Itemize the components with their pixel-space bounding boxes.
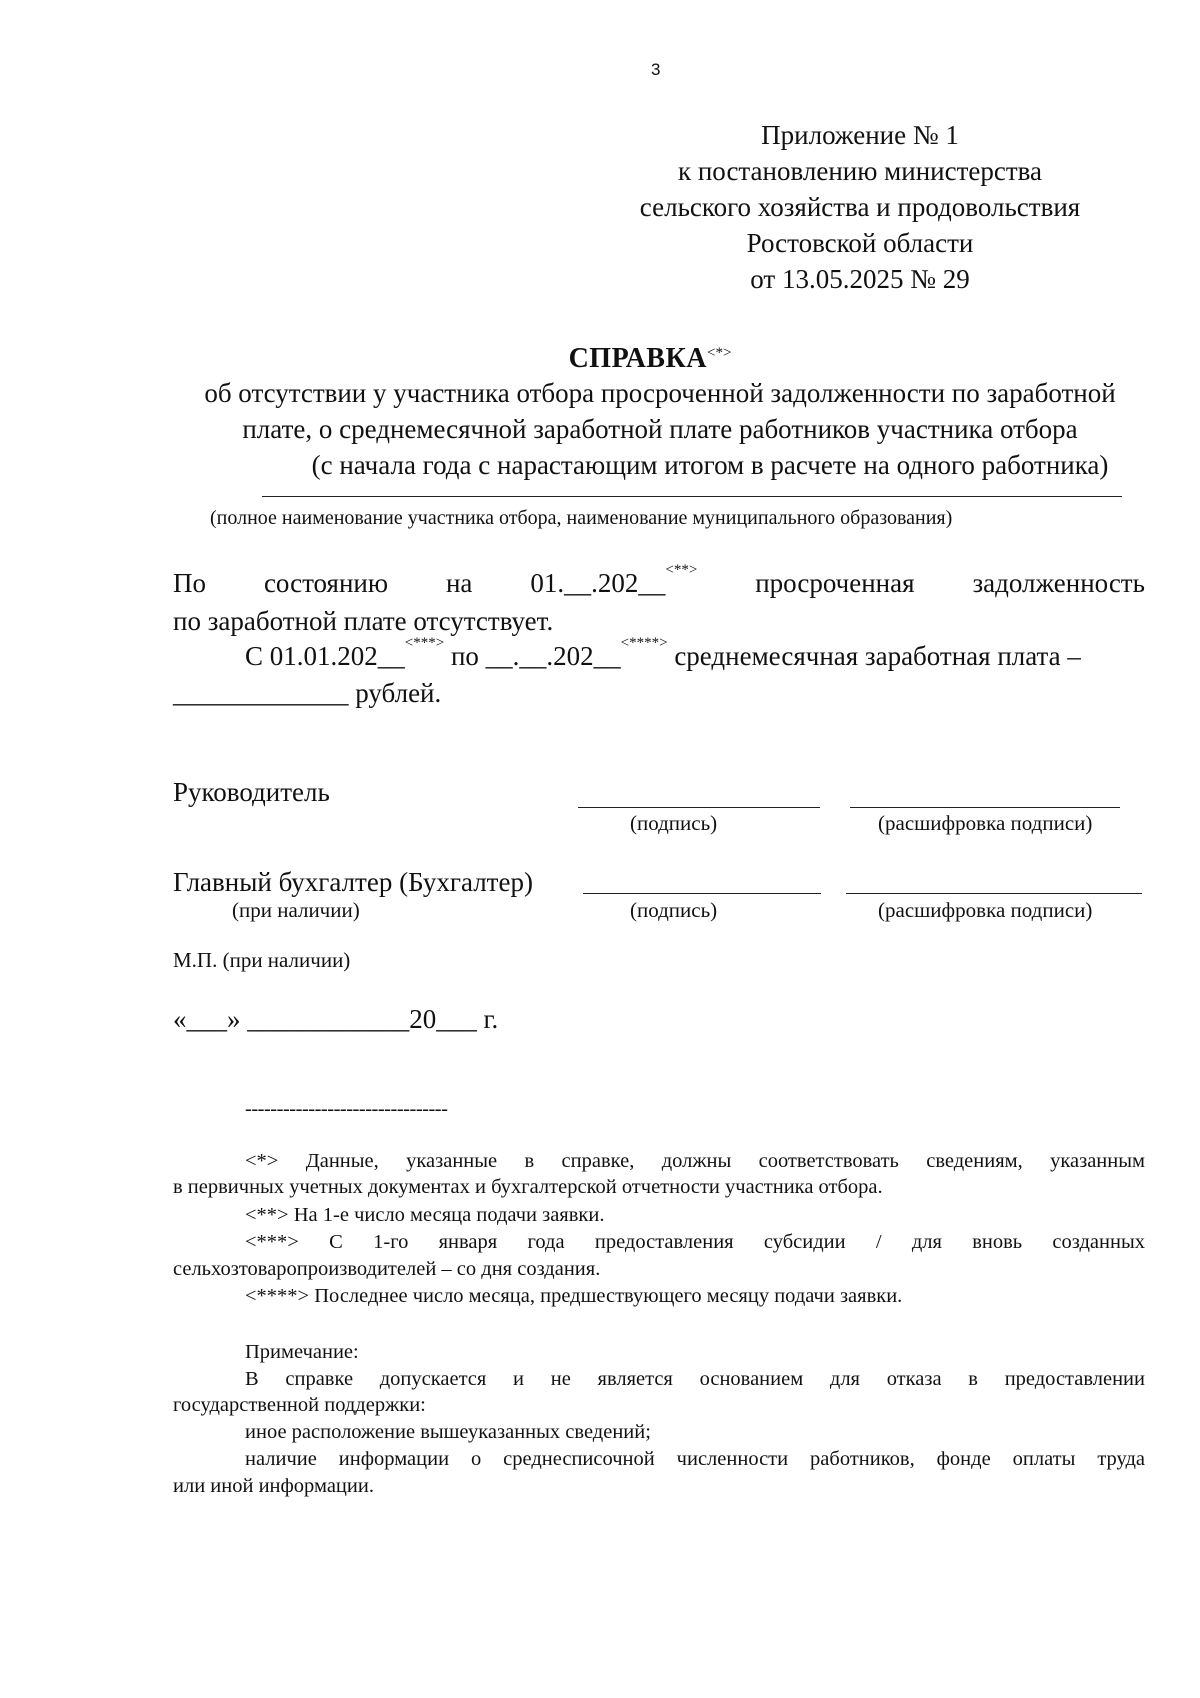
statement-word-2: состоянию [263,568,389,598]
note-item-2-line-2: или иной информации. [173,1475,374,1497]
footnote-mark-3: <***> [404,635,445,651]
statement-date: 01.__.202__ [530,568,666,598]
head-signature-caption: (подпись) [630,811,718,835]
appendix-line-2: к постановлению министерства [677,156,1043,186]
statement-word-1: По [173,568,206,598]
appendix-line-5: от 13.05.2025 № 29 [750,264,970,294]
appendix-line-1: Приложение № 1 [761,120,959,150]
footnote-1-line-2: в первичных учетных документах и бухгалтерской отчетности участника отбора. [173,1176,883,1198]
stamp-note: М.П. (при наличии) [173,948,351,972]
statement-date-field[interactable] [530,562,698,599]
title-line-3: (с начала года с нарастающим итогом в расчете на одного работника) [311,450,1109,480]
accountant-signature-caption: (подпись) [630,898,718,922]
footnote-1-line-1: <*> Данные, указанные в справке, должны соответствовать сведениям, указанным [245,1150,1145,1172]
title-line-1: об отсутствии у участника отбора просроченной задолженности по заработной [204,378,1116,408]
statement-word-5: просроченная [755,568,915,598]
period-end-field[interactable]: по __.__.202__ [450,641,621,671]
statement-para-1-line-2: по заработной плате отсутствует. [173,606,554,636]
statement-word-3: на [445,568,473,598]
footnote-2: <**> На 1-е число месяца подачи заявки. [245,1204,605,1226]
note-para-1-line-1: В справке допускается и не является основанием для отказа в предоставлении [245,1368,1145,1390]
statement-word-6: задолженность [972,568,1145,598]
statement-para-2 [245,635,1081,672]
appendix-line-3: сельского хозяйства и продовольствия [639,192,1081,222]
note-heading: Примечание: [245,1341,359,1363]
accountant-signature-line[interactable] [583,893,821,894]
document-title [100,342,1200,376]
footnote-separator: -------------------------------- [245,1098,448,1120]
statement-para-1 [173,562,1145,599]
title-footnote-mark: <*> [707,345,732,361]
note-item-1: иное расположение вышеуказанных сведений; [245,1421,651,1443]
appendix-line-4: Ростовской области [746,228,974,258]
participant-name-line[interactable] [262,496,1122,497]
accountant-decode-line[interactable] [846,893,1142,894]
accountant-note: (при наличии) [232,898,360,922]
head-decode-line[interactable] [850,807,1120,808]
head-decode-caption: (расшифровка подписи) [878,811,1093,835]
head-label: Руководитель [173,777,330,807]
participant-name-caption: (полное наименование участника отбора, наименование муниципального образования) [210,507,953,529]
title-main: СПРАВКА [568,343,708,374]
footnote-mark-4: <****> [620,635,668,651]
accountant-decode-caption: (расшифровка подписи) [878,898,1093,922]
footnote-mark-2: <**> [665,562,698,578]
period-start-field[interactable]: С 01.01.202__ [245,641,405,671]
date-field[interactable]: «___» ____________20___ г. [173,1004,499,1034]
footnote-3-line-2: сельхозтоваропроизводителей – со дня создания. [173,1258,601,1280]
page-number: 3 [651,60,661,79]
statement-para-2-text: среднемесячная заработная плата – [674,641,1081,671]
accountant-label: Главный бухгалтер (Бухгалтер) [173,867,533,897]
salary-amount-field[interactable]: _____________ рублей. [173,678,442,708]
head-signature-line[interactable] [578,807,820,808]
footnote-4: <****> Последнее число месяца, предшествующего месяцу подачи заявки. [245,1285,903,1307]
footnote-3-line-1: <***> С 1-го января года предоставления субсидии / для вновь созданных [245,1231,1145,1253]
note-item-2-line-1: наличие информации о среднесписочной численности работников, фонде оплаты труда [245,1448,1145,1470]
appendix-block [590,117,1130,297]
title-line-2: плате, о среднемесячной заработной плате работников участника отбора [242,414,1078,444]
note-para-1-line-2: государственной поддержки: [173,1394,426,1416]
